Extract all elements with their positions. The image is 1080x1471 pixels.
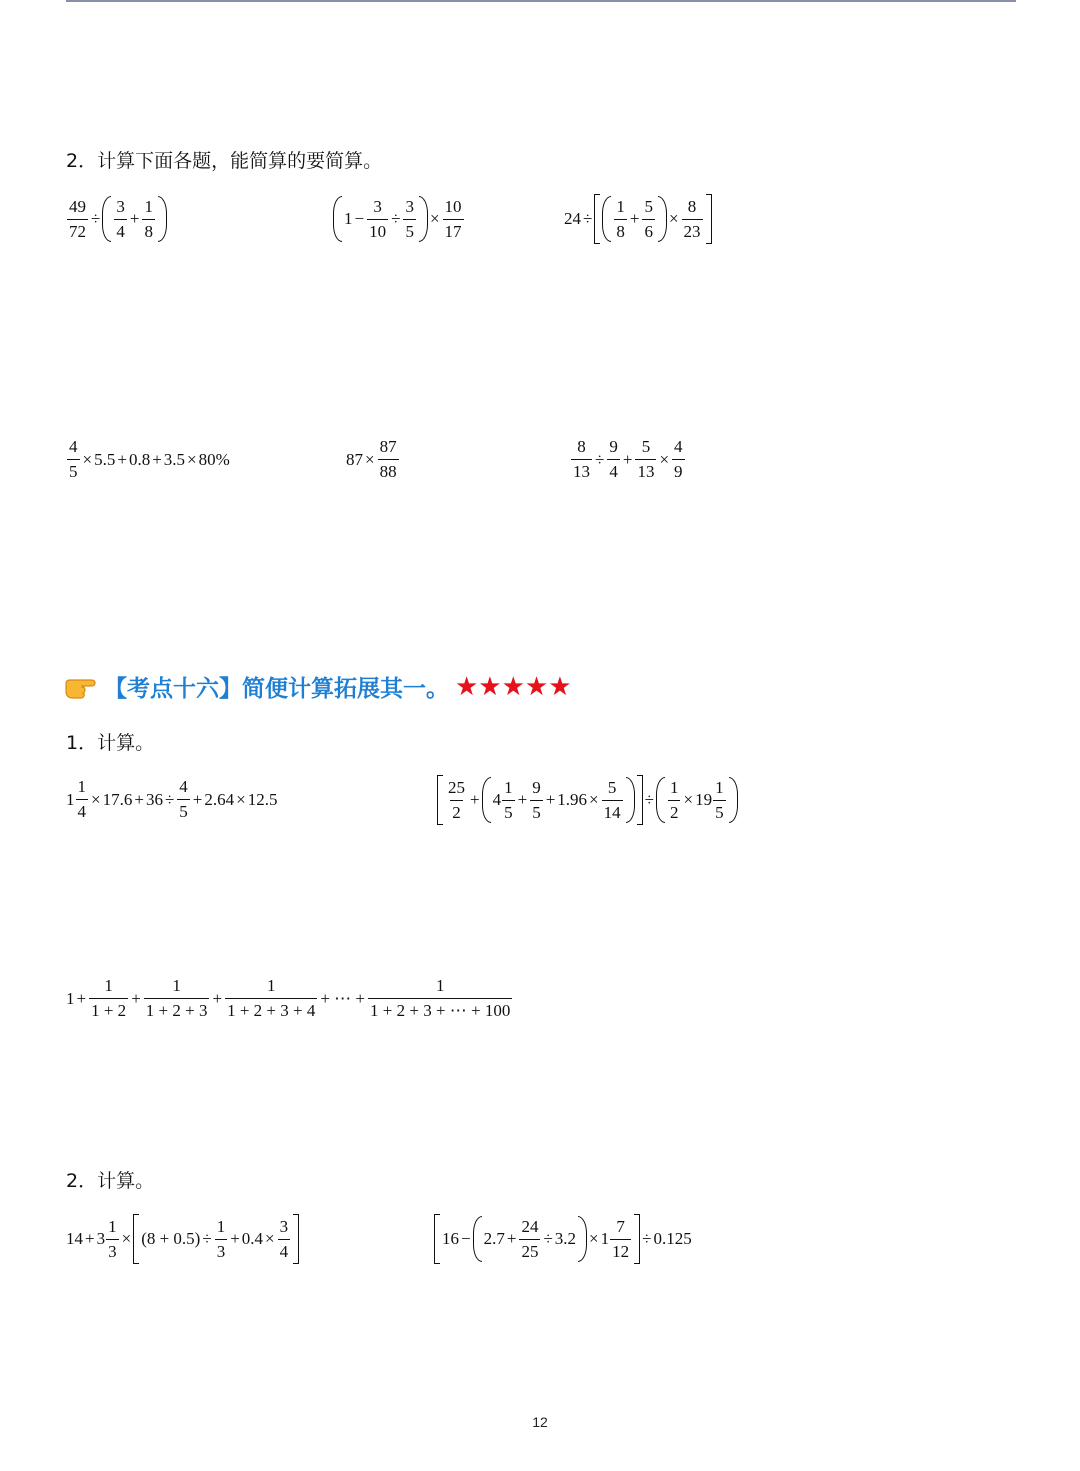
right-bracket <box>706 194 712 244</box>
question-2-label: 2．计算下面各题，能简算的要简算。 <box>66 150 383 172</box>
section-title: 【考点十六】简便计算拓展其一。 <box>104 676 449 702</box>
expression-11: 16 − 2.7 + $\frac{24}{25}$ ÷ 3.2 × 1 $\frac{7}{12}$ ÷ 0.125 <box>434 1214 692 1264</box>
difficulty-stars: ★★★★★ <box>455 671 572 702</box>
expression-3: 24 ÷ $\frac{1}{8}$ + $\frac{5}{6}$ × $\frac{8}{23}$ <box>564 194 712 244</box>
expression-2: 1 − $\frac{3}{10}$ ÷ $\frac{3}{5}$ × $\frac{10}{17}$ <box>333 196 465 242</box>
expression-7: 1 $\frac{1}{4}$ × 17.6 + 36 ÷ $\frac{4}{5}$ + 2.64 × 12.5 <box>66 777 278 821</box>
left-paren <box>102 196 111 242</box>
expression-4: $\frac{4}{5}$ × 5.5 + 0.8 + 3.5 × 80% <box>69 437 230 481</box>
question-2b-label: 2．计算。 <box>66 1170 155 1192</box>
question-1-label: 1．计算。 <box>66 732 155 754</box>
section-heading <box>64 670 572 703</box>
expression-1: $\frac{49}{72}$ ÷ $\frac{3}{4}$ + $\frac{1}{8}$ <box>66 196 167 242</box>
pointing-hand-icon <box>64 672 98 702</box>
expression-9: 1 + $\frac{1}{1 + 2}$ + $\frac{1}{1 + 2 + 3}$ + $\frac{1}{1 + 2 + 3 + 4}$ + ⋯ + $\frac{1}{1 + 2 + 3 + \cdots + 100}$ <box>66 976 511 1020</box>
expression-5: 87 × $\frac{87}{88}$ <box>346 437 397 481</box>
fraction: $\frac{49}{72}$ <box>69 196 86 241</box>
expression-6: $\frac{8}{13}$ ÷ $\frac{9}{4}$ + $\frac{5}{13}$ × $\frac{4}{9}$ <box>573 437 683 481</box>
left-bracket <box>594 194 600 244</box>
page-number: 12 <box>532 1414 548 1430</box>
expression-8: $\frac{25}{2}$ + 4 $\frac{1}{5}$ + $\frac{9}{5}$ + 1.96 × $\frac{5}{14}$ ÷ $\frac{1}{2}$ × 19 $\frac{1}{5}$ <box>437 775 738 825</box>
expression-10: 14 + 3 $\frac{1}{3}$ × (8 + 0.5) ÷ $\frac{1}{3}$ + 0.4 × $\frac{3}{4}$ <box>66 1214 299 1264</box>
right-paren <box>158 196 167 242</box>
header-rule <box>66 0 1016 2</box>
